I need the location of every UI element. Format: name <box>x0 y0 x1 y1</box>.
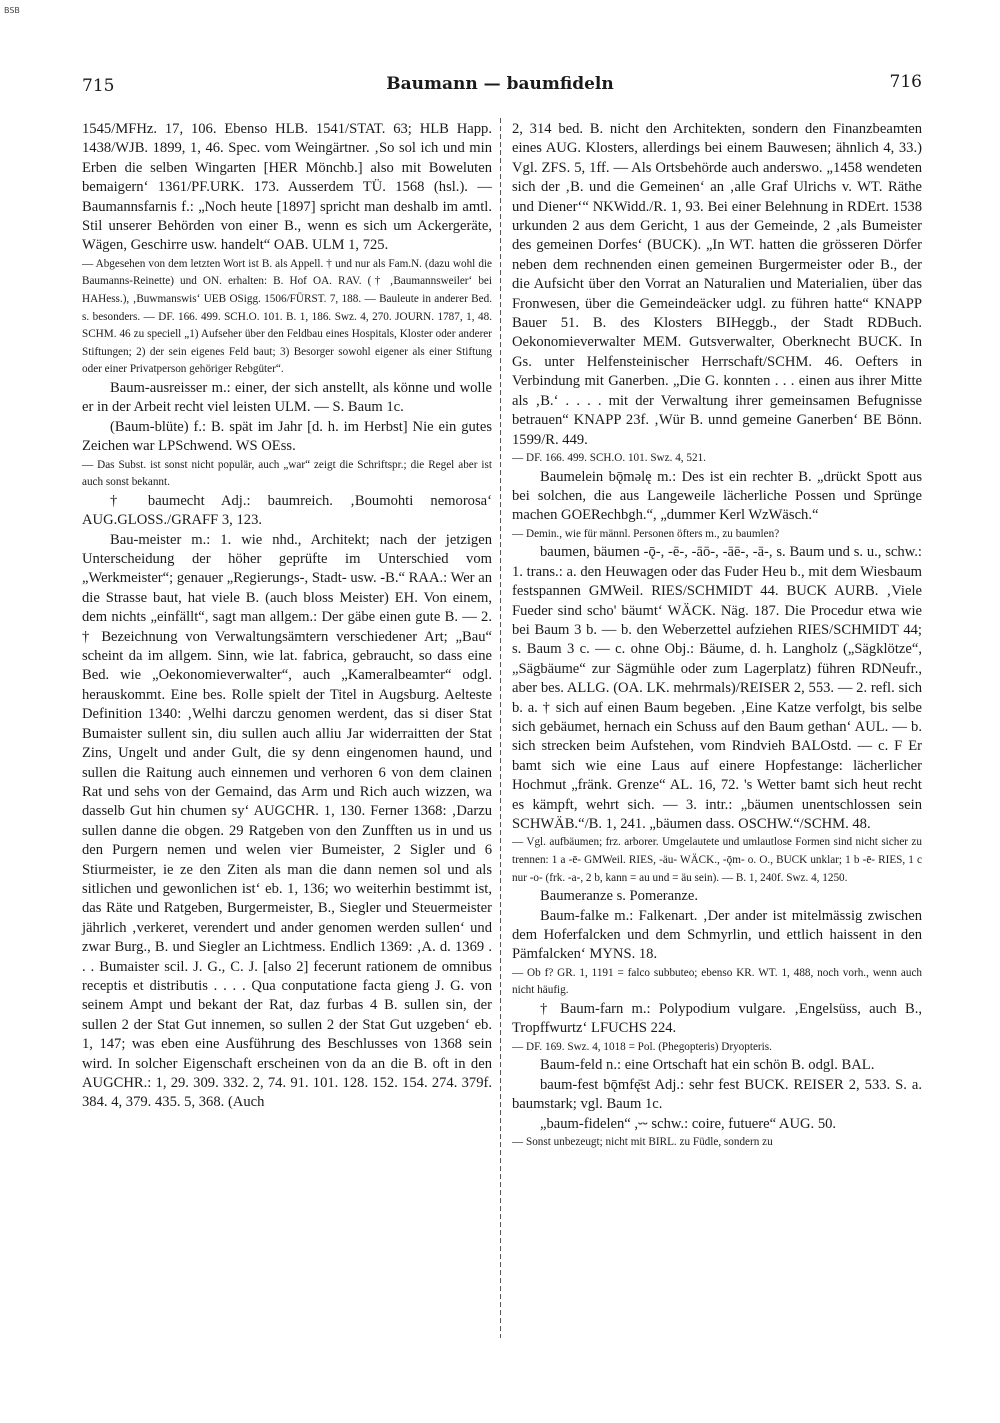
page-number-left: 715 <box>82 76 115 96</box>
paragraph: 1545/MFHz. 17, 106. Ebenso HLB. 1541/STAT. 63; HLB Happ. 1438/WJB. 1899, 1, 46. Spec. vom Weingärtner. ‚So sol ich und min Erben die selben Wingarten [HER Mönchb.] also mit Boweluten bemaigern‘ 1361/PF.URK. 173. Ausserdem TÜ. 1568 (hsl.). — Baumannsfarnis f.: „Noch heute [1897] spricht man deshalb im amtl. Stil unserer Behörden von einer B., wenn es sich um Ackergeräte, Wägen, Geschirre usw. handelt“ OAB. ULM 1, 725. <box>82 121 492 254</box>
paragraph: † Baum-farn m.: Polypodium vulgare. ‚Engelsüss, auch B., Tropffwurtz‘ LFUCHS 224. <box>512 1001 922 1037</box>
paragraph: Baum-falke m.: Falkenart. ‚Der ander ist mitelmässig zwischen dem Hoferfalcken und dem Schmyrlin, und ettlich haissent in den Pämfalcken‘ MYNS. 18. <box>512 907 922 963</box>
paragraph: — DF. 169. Swz. 4, 1018 = Pol. (Phegopteris) Dryopteris. <box>512 1040 772 1053</box>
paragraph: † baumecht Adj.: baumreich. ‚Boumohti nemorosa‘ AUG.GLOSS./GRAFF 3, 123. <box>82 492 492 529</box>
paragraph: Baumeranze s. Pomeranze. <box>540 888 699 905</box>
paragraph: baum-fest bǭmfę̄st Adj.: sehr fest BUCK. REISER 2, 533. S. a. baumstark; vgl. Baum 1c. <box>512 1076 922 1113</box>
left-column <box>82 120 492 1113</box>
paragraph: — Ob f? GR. 1, 1191 = falco subbuteo; ebenso KR. WT. 1, 488, noch vorh., wenn auch nicht häufig. <box>512 966 922 997</box>
paragraph: Baum-ausreisser m.: einer, der sich anstellt, als könne und wolle er in der Arbeit recht viel leisten ULM. — S. Baum 1c. <box>82 380 492 416</box>
running-title: Baumann — baumfideln <box>386 74 614 94</box>
paragraph: Baumelein bǭmǝlę m.: Des ist ein rechter B. „drückt Spott aus bei solchen, die aus Langeweile lächerliche Possen und Sprünge machen GOERechbgh.“, „dummer Kerl WzWäsch.“ <box>512 468 922 524</box>
paragraph: — Sonst unbezeugt; nicht mit BIRL. zu Füdle, sondern zu <box>512 1136 773 1149</box>
paragraph: (Baum-blüte) f.: B. spät im Jahr [d. h. im Herbst] Nie ein gutes Zeichen war LPSchwend. WS OEss. <box>82 418 492 455</box>
paragraph: 2, 314 bed. B. nicht den Architekten, sondern den Finanzbeamten eines AUG. Klosters, allerdings bei einem Bauwesen; ähnlich 4, 33.) Vgl. ZFS. 5, 1ff. — Als Ortsbehörde auch anderswo. „1458 wendeten sich der ‚B. und die Gemeinen‘ an ‚alle Graf Ulrichs v. WT. Räthe und Diener‘“ NKWidd./R. 1, 93. Bei einer Belehnung in RDErt. 1538 urkunden 2 aus dem Gericht, 1 aus der Gemeinde, 2 ‚als Bumeister des gemeinen Dorfes‘ (BUCK). „In WT. hatten die grösseren Dörfer neben dem rechnenden einen gemeinen Burgermeister oder B., der die Aufsicht über den Vorrat an Naturalien und Materialien, über das Fronwesen, über die Gemeindeäcker udgl. zu führen hatte“ KNAPP Bauer 51. B. des Klosters BIHeggb., der Stadt RDBuch. Oekonomieverwalter MEM. Gutsverwalter, Oberknecht BUCK. In Gs. unter Helfensteinischer Herrschaft/SCHM. 46. Oefters in Verbindung mit Ganerben. „Die G. konnten . . . einen aus ihrer Mitte als ‚B.‘ . . . . mit der Verwaltung ihrer gemeinsamen Befugnisse betrauen“ KNAPP 23f. ‚Wür B. unnd gemeine Ganerben‘ BE Bönn. 1599/R. 449. <box>512 121 922 448</box>
paragraph: „baum-fidelen“ ,⏑⏑ schw.: coire, futuere“ AUG. 50. <box>540 1115 837 1132</box>
paragraph: Baum-feld n.: eine Ortschaft hat ein schön B. odgl. BAL. <box>540 1057 875 1074</box>
paragraph: Bau-meister m.: 1. wie nhd., Architekt; nach der jetzigen Unterscheidung der höher geprüfte im Unterschied vom „Werkmeister“; genauer „Regierungs-, Stadt- usw. -B.“ RAA.: Wer an die Strasse baut, hat viele B. (auch bloss Meister) EH. Von einem, dem nichts „einfällt“, sagt man allgem.: Der gäbe einen gute B. — 2. † Bezeichnung von Verwaltungsämtern verschiedener Art; „Bau“ scheint da im allgem. Sinn, wie lat. fabrica, gebraucht, so dass eine Bed. wie „Oekonomieverwalter“, auch „Kameralbeamter“ odgl. herauskommt. Eine bes. Rolle spielt der Titel in Augsburg. Aelteste Definition 1340: ‚Welhi darczu genomen werdent, das si diser Stat Bumaister sullent sin, diu sullen auch alliu Jar widerraitten der Stat Zins, Ungelt und ander Gult, die sy denn eingenomen haund, und sullen die Raitung auch einnemen und verhoren 6 von dem clainen Rat und sehs von der Gemaind, das Arm und Rich auch wizzen, wa dasselb Gut hin chumen sy‘ AUGCHR. 1, 130. Ferner 1368: ‚Darzu sullen danne die obgen. 29 Ratgeben von den Zunfften us in und us den Purgern nemen und welen vier Bumeister, 2 Sigler und 6 Stiurmeister, ie ze den Ziten als man die dann nemen sol und als sitlichen und gewonlichen ist‘ eb. 1, 136; wo weiterhin bestimmt ist, das Räte und Ratgeben, Burgermeister, B., Siegler und Steuermeister jährlich ‚verkeret, verendert und ander genomen werden sullen‘ und zwar Burg., B. und Siegler an Lichtmess. Endlich 1369: ‚A. d. 1369 . . . Bumaister scil. J. G., C. J. [also 2] fecerunt rationem de omnibus receptis et distributis . . . . Qua conputatione facta gieng J. G. von seinem Ampt und bekant der Rat, daz furbas 4 B. sullen sin, der sullen 2 der Stat Gut innemen, so sullen 2 der Stat Gut uzgeben‘ eb. 1, 147; was eben eine Ausführung des Beschlusses von 1368 sein wird. In solcher Eigenschaft erscheinen von da an die B. oft in den AUGCHR.: 1, 29. 309. 332. 2, 74. 91. 101. 128. 152. 154. 274. 379f. 384. 4, 379. 435. 5, 368. (Auch <box>82 531 492 1111</box>
paragraph: — Das Subst. ist sonst nicht populär, auch „war“ zeigt die Schriftspr.; die Regel aber ist auch sonst bekannt. <box>82 458 492 489</box>
paragraph: — Vgl. aufbäumen; frz. arborer. Umgelautete und umlautlose Formen sind nicht sicher zu trennen: 1 a -ē- GMWeil. RIES, -äu- WÄCK., -ǭm- o. O., BUCK unklar; 1 b -ē- RIES, 1 c nur -o- (frk. -a-, 2 b, kann = au und = äu sein). — B. 1, 240f. Swz. 4, 1250. <box>512 836 922 884</box>
right-column <box>512 120 922 1152</box>
library-stamp: BSB <box>4 6 20 15</box>
column-divider <box>500 118 501 1338</box>
paragraph: — Demin., wie für männl. Personen öfters m., zu baumlen? <box>512 527 780 540</box>
paragraph: — DF. 166. 499. SCH.O. 101. Swz. 4, 521. <box>512 451 706 464</box>
page-number-right: 716 <box>889 72 922 92</box>
paragraph: baumen, bäumen -ǭ-, -ē-, -āō-, -āē-, -ā-, s. Baum und s. u., schw.: 1. trans.: a. den Heuwagen oder das Fuder Heu b., mit dem Wiesbaum festspannen GMWeil. RIES/SCHMIDT 44. BUCK AURB. ‚Viele Fueder sind scho' bäumt‘ WÄCK. Näg. 187. Die Procedur etwa wie bei Baum 3 b. — b. den Weberzettel aufziehen RIES/SCHMIDT 44; s. Baum 3 c. — c. ohne Obj.: Bäume, d. h. Langholz („Sägklötze“, „Sägbäume“ zur Sägmühle oder zum Lagerplatz) führen RDNeufr., aber bes. ALLG. (OA. LK. mehrmals)/REISER 2, 553. — 2. refl. sich b. a. † sich auf einen Baum begeben. ‚Eine Katze verfolgt, bis selbe sich gebäumet, hernach ein Schuss auf den Baum gethan‘ AUL. — b. sich strecken beim Aufstehen, vom Rindvieh BALOstd. — c. F Er bamt sich wie eine Laus auf einere Hopfestange: lächerlicher Hochmut „fränk. Grenze“ AL. 16, 72. 's Wetter bamt sich heut recht es kämpft, wehrt sich. — 3. intr.: „bäumen unentschlossen sein SCHWÄB.“/B. 1, 241. „bäumen dass. OSCHW.“/SCHM. 48. <box>512 544 922 832</box>
paragraph: — Abgesehen von dem letzten Wort ist B. als Appell. † und nur als Fam.N. (dazu wohl die Baumanns-Reinette) und ON. erhalten: B. Hof OA. RAV. († ‚Baumannsweiler‘ bei HAHess.), ‚Buwmanswis‘ UEB OSigg. 1506/FÜRST. 7, 188. — Bauleute in anderer Bed. s. besonders. — DF. 166. 499. SCH.O. 101. B. 1, 186. Swz. 4, 270. JOURN. 1787, 1, 48. SCHM. 46 zu speciell „1) Aufseher über den Feldbau eines Hospitals, Kloster oder anderer Stiftungen; 2) der sein eigenes Feld baut; 3) Besorger sowohl eigener als einer Stiftung oder einer Privatperson gehöriger Rebgüter“. <box>82 257 492 376</box>
